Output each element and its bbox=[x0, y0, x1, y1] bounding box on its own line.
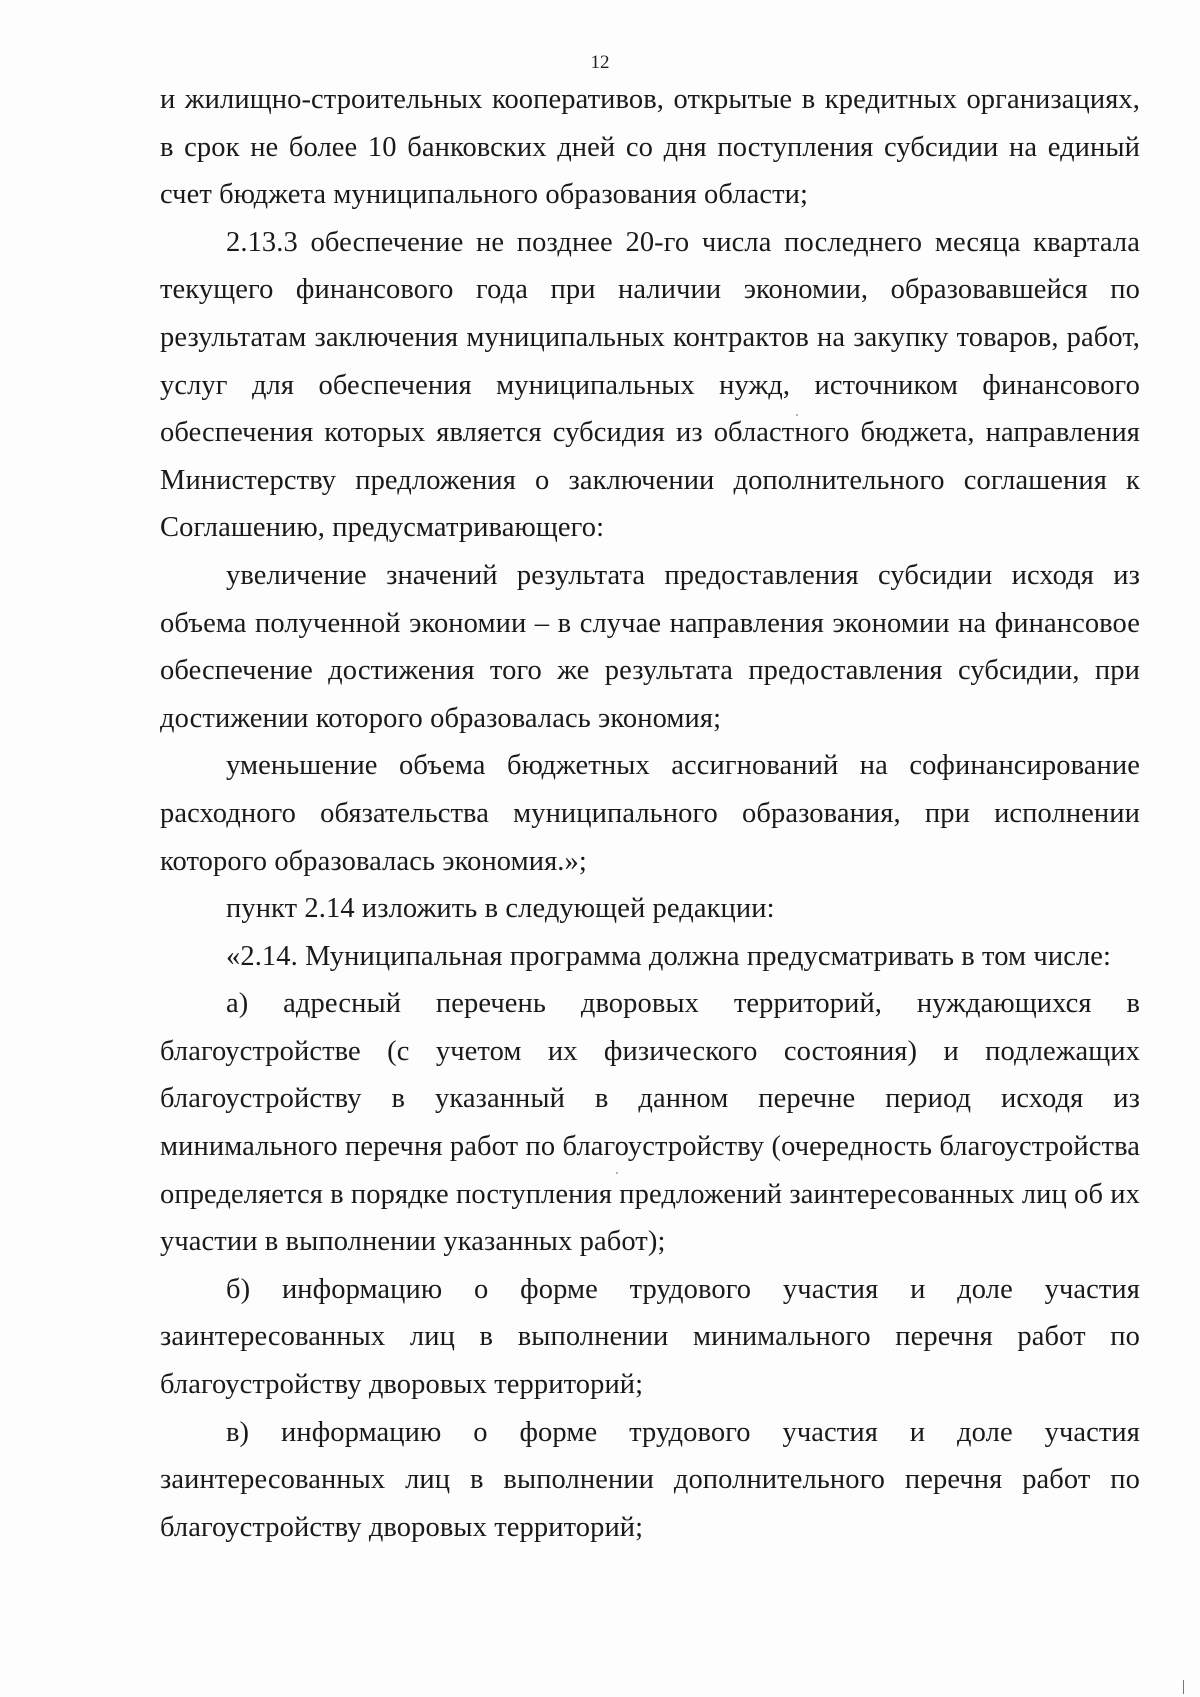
paragraph: и жилищно-строительных кооперативов, открытые в кредитных организациях, в срок не более 10 банковских дней со дня поступления субсидии на единый счет бюджета муниципального образования области; bbox=[160, 84, 1140, 211]
paragraph: уменьшение объема бюджетных ассигнований на софинансирование расходного обязательства муниципального образования, при исполнении которого образовалась экономия.»; bbox=[160, 750, 1140, 877]
scan-speck bbox=[616, 1172, 618, 1174]
paragraph: а) адресный перечень дворовых территорий, нуждающихся в благоустройстве (с учетом их физического состояния) и подлежащих благоустройству в указанный в данном перечне период исходя из минимального перечня работ по благоустройству (очередность благоустройства определяется в порядке поступления предложений заинтересованных лиц об их участии в выполнении указанных работ); bbox=[160, 988, 1140, 1258]
page-number: 12 bbox=[590, 52, 610, 73]
paragraph: пункт 2.14 изложить в следующей редакции: bbox=[226, 893, 775, 925]
scan-edge-mark bbox=[1183, 1680, 1184, 1694]
scan-speck bbox=[796, 414, 798, 416]
paragraph: б) информацию о форме трудового участия и доле участия заинтересованных лиц в выполнении минимального перечня работ по благоустройству дворовых территорий; bbox=[160, 1273, 1140, 1401]
paragraph: «2.14. Муниципальная программа должна предусматривать в том числе: bbox=[226, 940, 1112, 972]
paragraph: 2.13.3 обеспечение не позднее 20-го числа последнего месяца квартала текущего финансового года при наличии экономии, образовавшейся по результатам заключения муниципальных контрактов на закупку товаров, работ, услуг для обеспечения муниципальных нужд, источником финансового обеспечения которых является субсидия из областного бюджета, направления Министерству предложения о заключении дополнительного соглашения к Соглашению, предусматривающего: bbox=[160, 226, 1140, 544]
document-body bbox=[160, 76, 1140, 1551]
paragraph: в) информацию о форме трудового участия и доле участия заинтересованных лиц в выполнении дополнительного перечня работ по благоустройству дворовых территорий; bbox=[160, 1416, 1140, 1543]
paragraph: увеличение значений результата предоставления субсидии исходя из объема полученной экономии – в случае направления экономии на финансовое обеспечение достижения того же результата предоставления субсидии, при достижении которого образовалась экономия; bbox=[160, 559, 1140, 734]
